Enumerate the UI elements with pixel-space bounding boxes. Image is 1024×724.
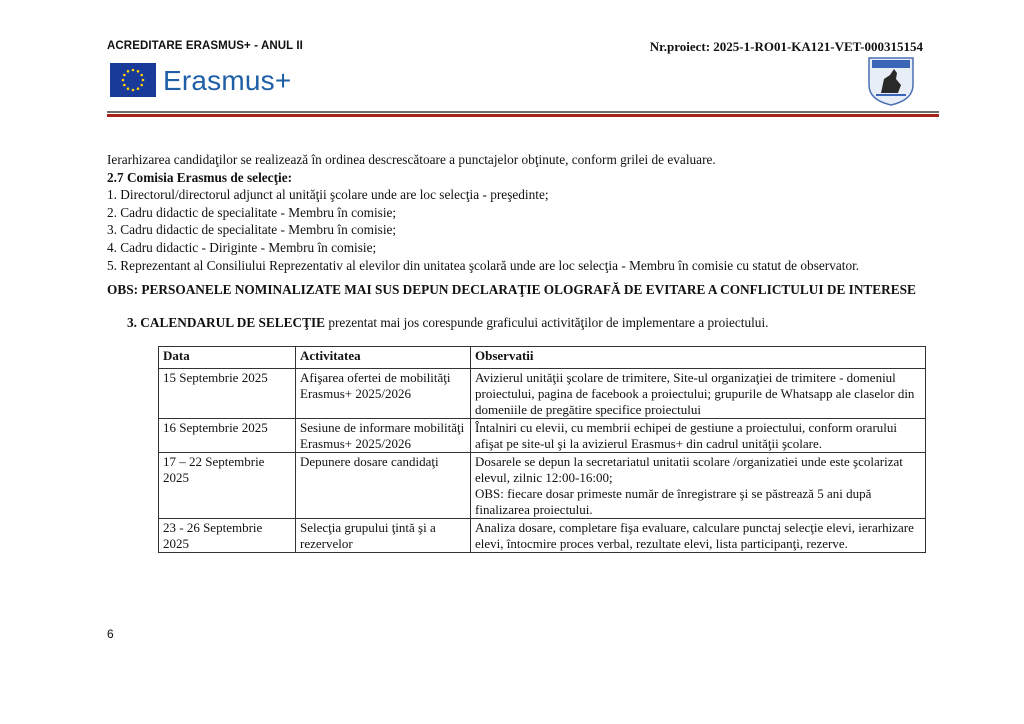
column-header-notes: Observatii — [471, 347, 926, 369]
school-crest-icon — [866, 55, 916, 107]
cell-date: 16 Septembrie 2025 — [159, 419, 296, 453]
committee-member: 1. Directorul/directorul adjunct al unităţii şcolare unde are loc selecţia - preşedinte; — [107, 187, 549, 203]
table-header-row — [159, 347, 926, 369]
page-number: 6 — [107, 627, 114, 641]
table-row — [159, 369, 926, 419]
cell-date: 15 Septembrie 2025 — [159, 369, 296, 419]
cell-notes: Întalniri cu elevii, cu membrii echipei de gestiune a proiectului, conform orarului afişat pe site-ul şi la avizierul Erasmus+ din cadrul unităţii şcolare. — [471, 419, 926, 453]
section-title: 2.7 Comisia Erasmus de selecţie: — [107, 169, 293, 185]
calendar-intro — [127, 315, 768, 331]
table-row — [159, 519, 926, 553]
header-divider — [107, 111, 939, 113]
cell-notes: Avizierul unităţii şcolare de trimitere, Site-ul organizaţiei de trimitere - domeniul proiectului, pagina de facebook a proiectului; grupurile de Whatsapp ale claselor din domeniile de pregătire specifice proiectului — [471, 369, 926, 419]
cell-activity: Selecţia grupului ţintă şi a rezervelor — [296, 519, 471, 553]
conflict-of-interest-note: OBS: PERSOANELE NOMINALIZATE MAI SUS DEPUN DECLARAŢIE OLOGRAFĂ DE EVITARE A CONFLICTULUI DE INTERESE — [107, 282, 916, 297]
table-row — [159, 419, 926, 453]
cell-notes: Analiza dosare, completare fişa evaluare, calculare punctaj selecţie elevi, ierarhizare elevi, întocmire proces verbal, rezultate elevi, lista participanţi, rezerve. — [471, 519, 926, 553]
committee-member: 2. Cadru didactic de specialitate - Membru în comisie; — [107, 204, 397, 220]
committee-member: 4. Cadru didactic - Diriginte - Membru în comisie; — [107, 239, 377, 255]
cell-notes — [471, 453, 926, 519]
notes-obs-line: OBS: fiecare dosar primeste număr de înregistrare şi se păstrează 5 ani după finalizarea proiectului. — [475, 486, 872, 517]
column-header-date: Data — [159, 347, 296, 369]
cell-date: 23 - 26 Septembrie 2025 — [159, 519, 296, 553]
cell-activity: Afişarea ofertei de mobilităţi Erasmus+ 2025/2026 — [296, 369, 471, 419]
erasmus-logo-text: Erasmus+ — [163, 65, 292, 96]
cell-activity: Sesiune de informare mobilităţi Erasmus+ 2025/2026 — [296, 419, 471, 453]
header-project-number: Nr.proiect: 2025-1-RO01-KA121-VET-000315154 — [649, 39, 923, 54]
table-row — [159, 453, 926, 519]
committee-member: 3. Cadru didactic de specialitate - Membru în comisie; — [107, 222, 397, 238]
column-header-activity: Activitatea — [296, 347, 471, 369]
calendar-description: prezentat mai jos corespunde graficului activităţilor de implementare a proiectului. — [325, 315, 769, 330]
header-accreditation-label: ACREDITARE ERASMUS+ - ANUL II — [107, 40, 303, 52]
cell-date: 17 – 22 Septembrie 2025 — [159, 453, 296, 519]
eu-flag-icon — [110, 63, 156, 97]
committee-member: 5. Reprezentant al Consiliului Reprezentativ al elevilor din unitatea şcolară unde are loc selecţia - Membru în comisie cu statut de observator. — [107, 257, 860, 273]
notes-line: Dosarele se depun la secretariatul unitatii scolare /organizatiei unde este şcolarizat elevul, zilnic 12:00-16:00; — [475, 454, 903, 485]
document-body — [107, 151, 927, 274]
calendar-heading: 3. CALENDARUL DE SELECŢIE — [127, 315, 326, 330]
selection-calendar-table — [158, 346, 926, 553]
cell-activity: Depunere dosare candidaţi — [296, 453, 471, 519]
ranking-paragraph: Ierarhizarea candidaţilor se realizează în ordinea descrescătoare a punctajelor obţinute, conform grilei de evaluare. — [107, 152, 716, 167]
header-divider-accent — [107, 114, 939, 117]
